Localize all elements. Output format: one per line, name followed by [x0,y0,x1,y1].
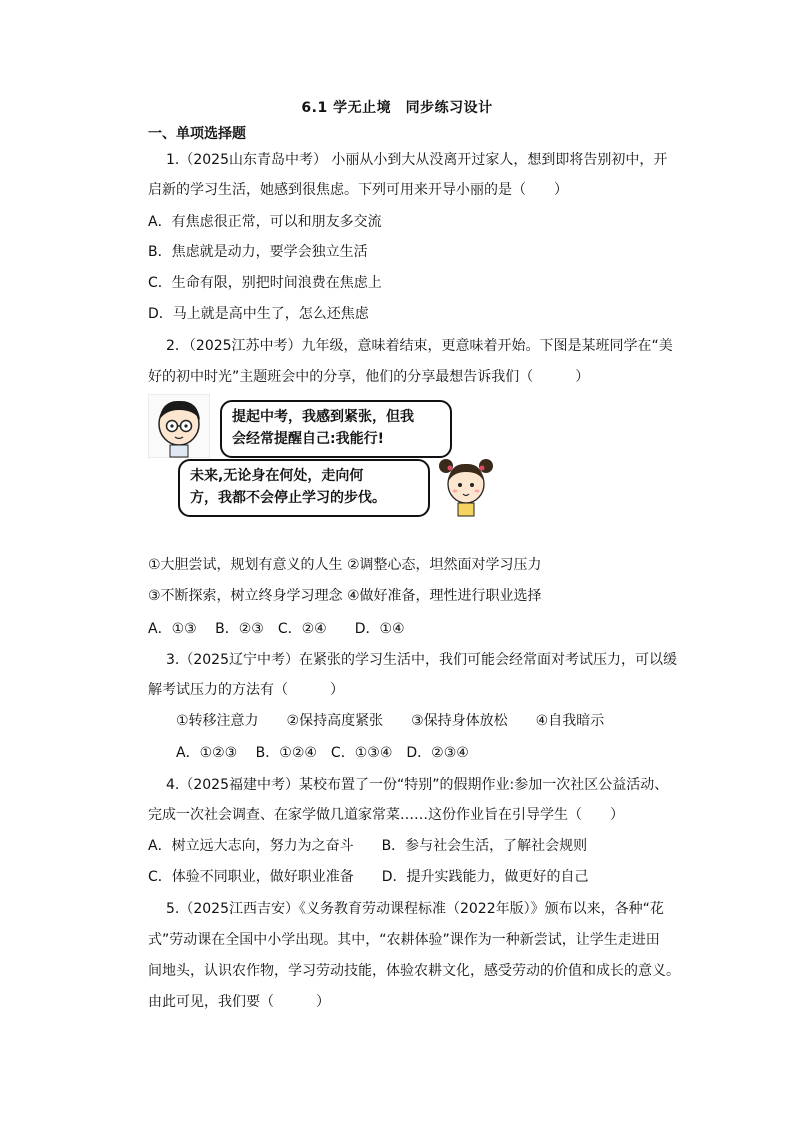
q3-statements: ①转移注意力 ②保持高度紧张 ③保持身体放松 ④自我暗示 [176,713,605,729]
q1-option-c: C．生命有限，别把时间浪费在焦虑上 [148,275,382,291]
bubble-girl-line1: 未来,无论身在何处，走向何 [190,468,364,484]
q3-stem-line2: 解考试压力的方法有（ ） [148,682,344,698]
bubble-boy-line1: 提起中考，我感到紧张，但我 [232,409,414,425]
q5-stem-line1: 5.（2025江西吉安）《义务教育劳动课程标准（2022年版）》颁布以来，各种“花 [166,901,664,917]
q4-options-cd: C．体验不同职业，做好职业准备 D．提升实践能力，做更好的自己 [148,869,589,885]
q2-statements-line1: ①大胆尝试，规划有意义的人生 ②调整心态，坦然面对学习压力 [148,557,542,573]
q4-stem-line2: 完成一次社会调查、在家学做几道家常菜……这份作业旨在引导学生（ ） [148,807,624,823]
section-heading: 一、单项选择题 [148,126,246,142]
q1-option-d: D．马上就是高中生了，怎么还焦虑 [148,306,369,322]
q1-option-a: A．有焦虑很正常，可以和朋友多交流 [148,214,382,230]
q5-stem-line4: 由此可见，我们要（ ） [148,994,330,1010]
q2-options: A．①③ B．②③ C．②④ D．①④ [148,621,405,637]
q5-stem-line2: 式”劳动课在全国中小学出现。其中，“农耕体验”课作为一种新尝试，让学生走进田 [148,932,660,948]
q1-option-b: B．焦虑就是动力，要学会独立生活 [148,244,368,260]
q2-statements-line2: ③不断探索，树立终身学习理念 ④做好准备，理性进行职业选择 [148,588,542,604]
bubble-girl-line2: 方，我都不会停止学习的步伐。 [190,490,386,506]
page-title: 6.1 学无止境 同步练习设计 [301,100,493,116]
q5-stem-line3: 间地头，认识农作物，学习劳动技能，体验农耕文化，感受劳动的价值和成长的意义。 [148,963,680,979]
q4-stem-line1: 4.（2025福建中考）某校布置了一份“特别”的假期作业:参加一次社区公益活动、 [166,777,669,793]
girl-avatar-icon [436,454,496,518]
q1-stem-line2: 启新的学习生活，她感到很焦虑。下列可用来开导小丽的是（ ） [148,182,568,198]
q2-stem-line1: 2．（2025江苏中考）九年级，意味着结束，更意味着开始。下图是某班同学在“美 [166,338,673,354]
q2-stem-line2: 好的初中时光”主题班会中的分享，他们的分享最想告诉我们（ ） [148,369,590,385]
boy-avatar-icon [148,394,210,458]
bubble-boy-line2: 会经常提醒自己:我能行! [232,431,384,447]
q4-options-ab: A．树立远大志向，努力为之奋斗 B．参与社会生活，了解社会规则 [148,838,588,854]
q3-stem-line1: 3.（2025辽宁中考）在紧张的学习生活中，我们可能会经常面对考试压力，可以缓 [166,652,677,668]
q1-stem-line1: 1.（2025山东青岛中考） 小丽从小到大从没离开过家人，想到即将告别初中，开 [166,152,668,168]
speech-bubble-boy [220,400,452,458]
q3-options: A．①②③ B．①②④ C．①③④ D．②③④ [176,745,469,761]
speech-bubble-girl [178,459,430,517]
q2-illustration [148,394,498,520]
